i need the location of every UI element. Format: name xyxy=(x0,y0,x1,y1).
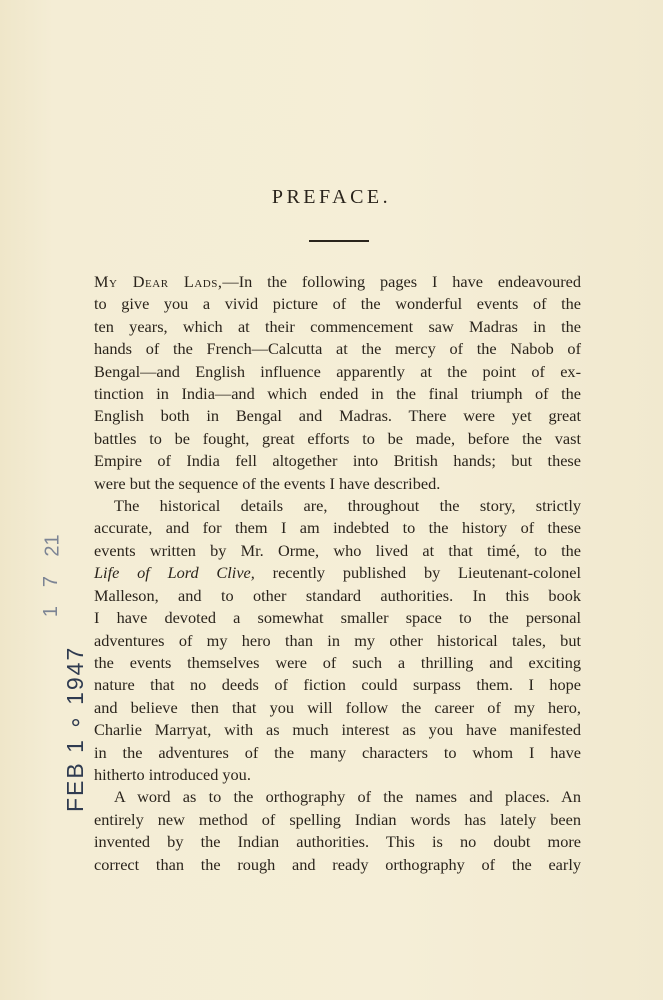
text-line: A word as to the orthography of the names and places. An xyxy=(114,787,581,807)
text-line: The historical details are, throughout the story, strictly xyxy=(114,496,581,516)
book-title: Life of Lord Clive, xyxy=(94,563,255,583)
text-line: correct than the rough and ready orthography of the early xyxy=(94,854,581,874)
paragraph xyxy=(94,786,581,876)
text-line: English both in Bengal and Madras. There were yet great xyxy=(94,406,581,426)
stamp-mark: 7 xyxy=(40,575,63,588)
text-line: entirely new method of spelling Indian words has lately been xyxy=(94,809,581,829)
text-line: to give you a vivid picture of the wonderful events of the xyxy=(94,294,581,314)
text-line: hands of the French—Calcutta at the mercy of the Nabob of xyxy=(94,339,581,359)
stamp-mark: 1 xyxy=(40,605,63,618)
text-line: nature that no deeds of fiction could surpass them. I hope xyxy=(94,675,581,695)
text-line: accurate, and for them I am indebted to the history of these xyxy=(94,518,581,538)
text-line: tinction in India—and which ended in the final triumph of the xyxy=(94,384,581,404)
text-line: were but the sequence of the events I have described. xyxy=(94,473,441,493)
paragraph xyxy=(94,495,581,786)
salutation: My Dear Lads, xyxy=(94,272,223,291)
text-line: I have devoted a somewhat smaller space to the personal xyxy=(94,608,581,628)
text-line: and believe then that you will follow the career of my hero, xyxy=(94,697,581,717)
text-line: Charlie Marryat, with as much interest as you have manifested xyxy=(94,720,581,740)
text-line: Malleson, and to other standard authorities. In this book xyxy=(94,585,581,605)
stamp-date: FEB 1 ∘ 1947 xyxy=(62,645,88,812)
text-line: Life of Lord Clive, recently published by Lieutenant-colonel xyxy=(94,563,581,583)
stamp-mark: 21 xyxy=(41,534,64,557)
text-line: Bengal—and English influence apparently at the point of ex- xyxy=(94,361,581,381)
text-line: the events themselves were of such a thrilling and exciting xyxy=(94,652,581,672)
title-rule xyxy=(309,240,369,242)
text-line: in the adventures of the many characters to whom I have xyxy=(94,742,581,762)
text-line: Empire of India fell altogether into British hands; but these xyxy=(94,451,581,471)
text-line: events written by Mr. Orme, who lived at that timé, to the xyxy=(94,540,581,560)
text-line: ten years, which at their commencement saw Madras in the xyxy=(94,316,581,336)
page-title: PREFACE. xyxy=(271,186,392,208)
text-line: invented by the Indian authorities. This is no doubt more xyxy=(94,832,581,852)
paragraph xyxy=(94,271,581,495)
text-line: hitherto introduced you. xyxy=(94,764,251,784)
preface-body xyxy=(94,271,581,876)
text-line: battles to be fought, great efforts to be made, before the vast xyxy=(94,428,581,448)
text-line: adventures of my hero than in my other historical tales, but xyxy=(94,630,581,650)
text-line: My Dear Lads,—In the following pages I have endeavoured xyxy=(94,272,581,291)
